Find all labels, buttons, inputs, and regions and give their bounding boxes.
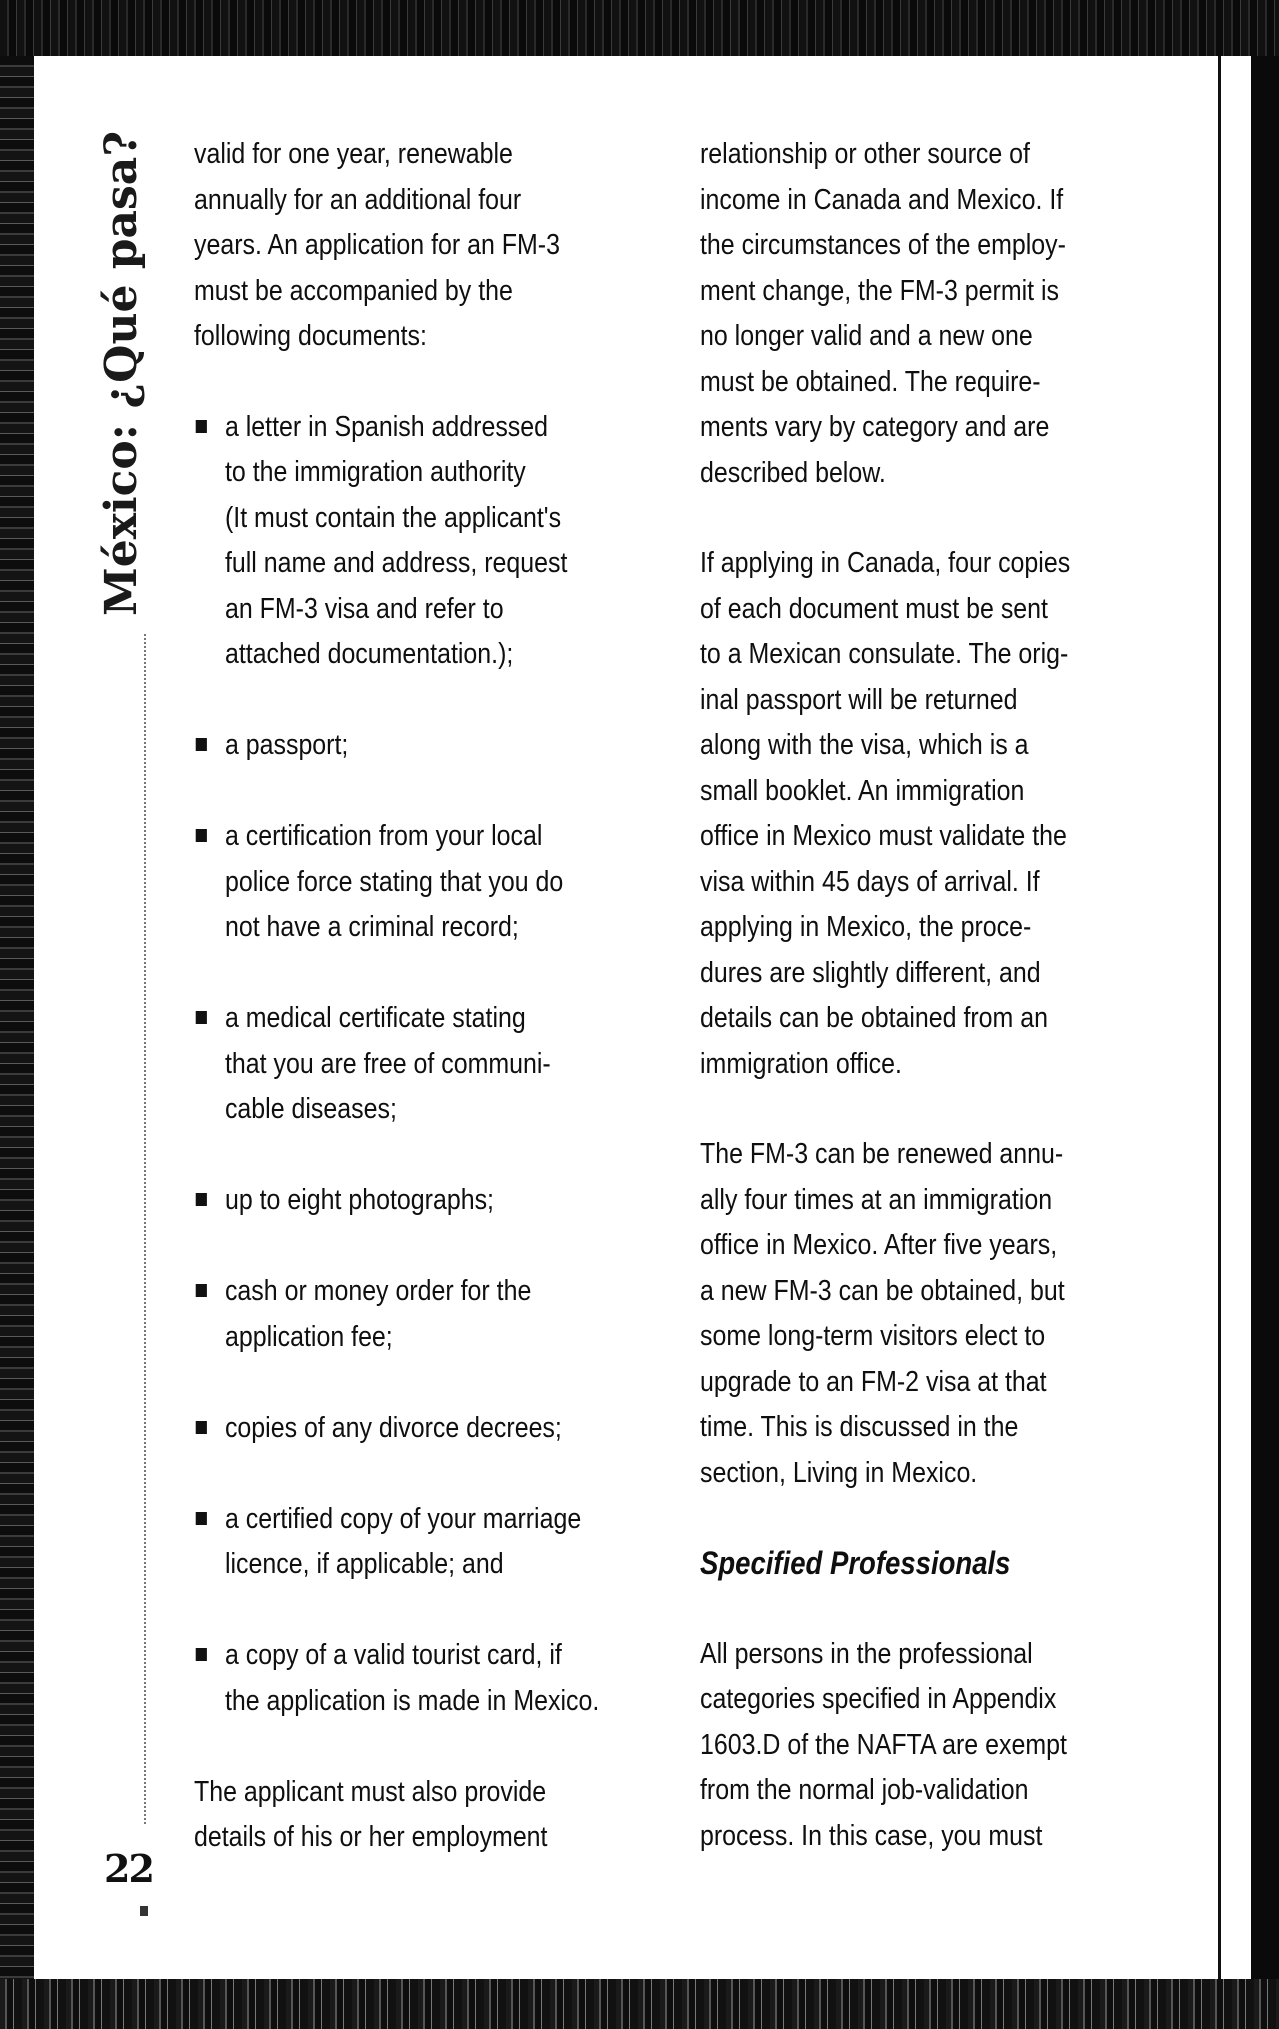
right-column xyxy=(700,132,1127,1859)
body-paragraph: All persons in the professional categories specified in Appendix 1603.D of the NAFTA are exempt from the normal job-validation process. In this case, you must xyxy=(700,1637,1067,1852)
section-subheading: Specified Professionals xyxy=(700,1545,1011,1581)
page-edge-rule xyxy=(1218,56,1221,1979)
document-page xyxy=(34,56,1251,1979)
list-item xyxy=(194,1633,624,1724)
list-item-text: a certification from your local police force stating that you do not have a criminal record; xyxy=(224,820,564,943)
scan-border-left xyxy=(0,56,34,1979)
left-column xyxy=(194,132,624,1861)
list-item-text: copies of any divorce decrees; xyxy=(224,1411,562,1444)
list-item xyxy=(194,1497,624,1588)
document-requirements-list xyxy=(194,405,624,1725)
list-item-text: a passport; xyxy=(224,729,349,761)
list-item-text: cash or money order for the application fee; xyxy=(224,1275,532,1353)
list-item xyxy=(194,1178,624,1224)
list-item xyxy=(194,814,624,951)
bullet-square-icon xyxy=(196,420,207,433)
bullet-square-icon xyxy=(196,1284,207,1297)
list-item-text: a medical certificate stating that you are free of communi- cable diseases; xyxy=(224,1002,551,1125)
list-item xyxy=(194,996,624,1133)
bullet-square-icon xyxy=(196,829,207,842)
bullet-square-icon xyxy=(196,1193,207,1206)
list-item xyxy=(194,1406,624,1452)
bullet-square-icon xyxy=(196,738,207,751)
body-paragraph: If applying in Canada, four copies of each document must be sent to a Mexican consulate. The orig- inal passport will be returned along with the visa, which is a small booklet. An immigration office in Mexico must validate the visa within 45 days of arrival. If applying in Mexico, the proce- dures are slightly different, and details can be obtained from an immigration office. xyxy=(700,547,1071,1080)
running-header-leader-line xyxy=(144,634,146,1824)
bullet-square-icon xyxy=(196,1648,207,1661)
page-number-mark xyxy=(140,1906,148,1916)
list-item xyxy=(194,1269,624,1360)
intro-paragraph: valid for one year, renewable annually for an additional four years. An application for an FM-3 must be accompanied by the following documents: xyxy=(194,138,560,352)
bullet-square-icon xyxy=(196,1421,207,1434)
body-paragraph: relationship or other source of income in Canada and Mexico. If the circumstances of the employ- ment change, the FM-3 permit is no longer valid and a new one must be obtained. The require- ments vary by category and are described below. xyxy=(700,138,1066,489)
list-item-text: a letter in Spanish addressed to the immigration authority (It must contain the applicant's full name and address, request an FM-3 visa and refer to attached documentation.); xyxy=(224,410,568,670)
scan-border-bottom xyxy=(0,1979,1279,2029)
list-item xyxy=(194,405,624,678)
scan-border-right xyxy=(1251,56,1279,1979)
list-item xyxy=(194,723,624,769)
bullet-square-icon xyxy=(196,1011,207,1024)
body-paragraph: The FM-3 can be renewed annu- ally four times at an immigration office in Mexico. After five years, a new FM-3 can be obtained, but some long-term visitors elect to upgrade to an FM-2 visa at that time. This is discussed in the section, Living in Mexico. xyxy=(700,1138,1065,1489)
list-item-text: a certified copy of your marriage licence, if applicable; and xyxy=(224,1502,582,1580)
list-item-text: a copy of a valid tourist card, if the application is made in Mexico. xyxy=(224,1639,600,1717)
page-number: 22 xyxy=(104,1846,153,1891)
scan-border-top xyxy=(0,0,1279,56)
running-header-text: México: ¿Qué pasa? xyxy=(96,130,147,616)
closing-paragraph: The applicant must also provide details of his or her employment xyxy=(194,1775,548,1853)
list-item-text: up to eight photographs; xyxy=(224,1184,494,1216)
bullet-square-icon xyxy=(196,1512,207,1525)
